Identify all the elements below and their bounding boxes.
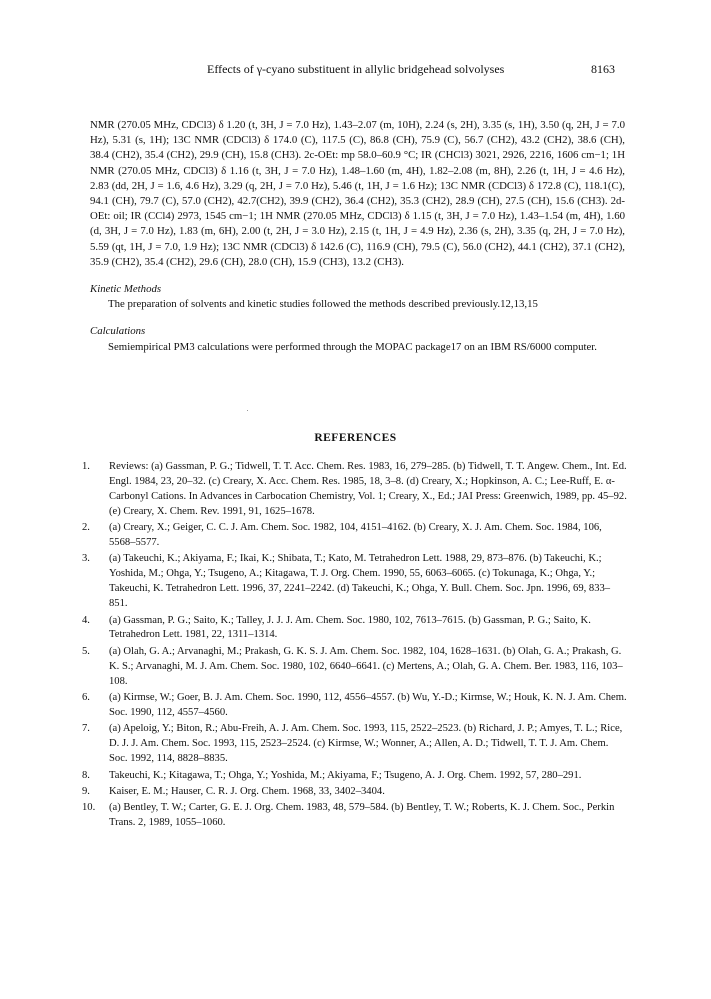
reference-item [82, 614, 627, 644]
reference-item [82, 785, 627, 800]
reference-text: Reviews: (a) Gassman, P. G.; Tidwell, T. T. Acc. Chem. Res. 1983, 16, 279–285. (b) Tidwell, T. T. Angew. Chem., Int. Ed. Engl. 1984, 23, 20–32. (c) Creary, X. Acc. Chem. Res. 1985, 18, 3–8. (d) Creary, X.; Hopkinson, A. C.; Lee-Ruff, E. α-Carbonyl Cations. In Advances in Carbocation Chemistry, Vol. 1; Creary, X., Ed.; JAI Press: Greenwich, 1989, pp. 45–92. (e) Creary, X. Chem. Rev. 1991, 91, 1625–1678. [109, 461, 627, 517]
reference-item [82, 552, 627, 612]
reference-number: 6. [82, 692, 90, 704]
reference-item [82, 645, 627, 690]
reference-item [82, 769, 627, 784]
references-list [82, 460, 627, 833]
reference-item [82, 801, 627, 831]
reference-text: (a) Gassman, P. G.; Saito, K.; Talley, J. J. J. Am. Chem. Soc. 1980, 102, 7613–7615. (b) Gassman, P. G.; Saito, K. Tetrahedron Lett. 1981, 22, 1311–1314. [109, 614, 591, 641]
reference-number: 1. [82, 461, 90, 472]
reference-number: 5. [82, 645, 90, 657]
reference-item [82, 691, 627, 721]
kinetic-methods-text: The preparation of solvents and kinetic studies followed the methods described previously.12,13,15 [108, 298, 538, 311]
reference-text: (a) Creary, X.; Geiger, C. C. J. Am. Chem. Soc. 1982, 104, 4151–4162. (b) Creary, X. J. Am. Chem. Soc. 1984, 106, 5568–5577. [109, 522, 602, 549]
reference-number: 10. [82, 802, 96, 814]
reference-number: 7. [82, 723, 90, 735]
reference-number: 4. [82, 614, 90, 626]
running-title: Effects of γ-cyano substituent in allylic bridgehead solvolyses [207, 62, 505, 76]
experimental-paragraph: NMR (270.05 MHz, CDCl3) δ 1.20 (t, 3H, J = 7.0 Hz), 1.43–2.07 (m, 10H), 2.24 (s, 2H), 3.35 (s, 1H), 3.50 (q, 2H, J = 7.0 Hz), 5.31 (s, 1H); 13C NMR (CDCl3) δ 174.0 (C), 117.5 (C), 86.8 (CH), 75.9 (C), 56.7 (CH2), 43.2 (CH2), 38.6 (CH), 38.4 (CH2), 35.4 (CH2), 29.9 (CH), 15.8 (CH3). 2c-OEt: mp 58.0–60.9 °C; IR (CHCl3) 3021, 2926, 2216, 1606 cm−1; 1H NMR (270.05 MHz, CDCl3) δ 1.16 (t, 3H, J = 7.0 Hz), 1.48–1.60 (m, 4H), 1.82–2.08 (m, 8H), 2.26 (t, 1H, J = 4.6 Hz), 2.83 (dd, 2H, J = 1.6, 4.6 Hz), 3.29 (q, 2H, J = 7.0 Hz), 5.46 (t, 1H, J = 1.6 Hz); 13C NMR (CDCl3) δ 172.8 (C), 118.1(C), 94.1 (CH), 79.7 (C), 57.0 (CH2), 42.7(CH2), 39.9 (CH2), 36.4 (CH2), 35.3 (CH2), 28.9 (CH), 27.5 (CH), 15.6 (CH3). 2d-OEt: oil; IR (CCl4) 2973, 1545 cm−1; 1H NMR (270.05 MHz, CDCl3) δ 1.15 (t, 3H, J = 7.0 Hz), 1.43–1.54 (m, 4H), 1.60 (d, 3H, J = 7.0 Hz), 1.83 (m, 6H), 2.00 (t, 2H, J = 3.0 Hz), 2.15 (t, 1H, J = 4.9 Hz), 2.36 (s, 2H), 3.35 (q, 2H, J = 7.0 Hz), 5.59 (qt, 1H, J = 7.0, 1.9 Hz); 13C NMR (CDCl3) δ 142.6 (C), 116.9 (CH), 79.5 (C), 56.0 (CH2), 44.1 (CH2), 37.1 (CH2), 35.9 (CH2), 35.4 (CH2), 29.6 (CH), 28.0 (CH), 15.9 (CH3), 13.2 (CH3). [90, 119, 625, 268]
reference-item [82, 521, 627, 551]
reference-text: (a) Kirmse, W.; Goer, B. J. Am. Chem. Soc. 1990, 112, 4556–4557. (b) Wu, Y.-D.; Kirmse, W.; Houk, K. N. J. Am. Chem. Soc. 1990, 112, 4557–4560. [109, 692, 627, 718]
calculations-text: Semiempirical PM3 calculations were performed through the MOPAC package17 on an IBM RS/6000 computer. [108, 340, 597, 353]
reference-number: 9. [82, 786, 90, 798]
kinetic-methods-heading: Kinetic Methods [90, 283, 162, 296]
stray-mark [247, 410, 248, 411]
references-title: REFERENCES [314, 432, 397, 444]
reference-number: 2. [82, 522, 90, 534]
reference-text: Takeuchi, K.; Kitagawa, T.; Ohga, Y.; Yoshida, M.; Akiyama, F.; Tsugeno, A. J. Org. Chem. 1992, 57, 280–291. [109, 769, 582, 781]
reference-item [82, 460, 627, 520]
calculations-heading: Calculations [90, 325, 146, 338]
page-number: 8163 [591, 62, 615, 76]
reference-text: (a) Takeuchi, K.; Akiyama, F.; Ikai, K.; Shibata, T.; Kato, M. Tetrahedron Lett. 1988, 29, 873–876. (b) Takeuchi, K.; Yoshida, M.; Ohga, Y.; Tsugeno, A.; Kitagawa, T. J. Org. Chem. 1990, 55, 6063–6065. (c) Tokunaga, K.; Ohga, Y.; Takeuchi, K. Tetrahedron Lett. 1996, 37, 2241–2242. (d) Takeuchi, K.; Ohga, Y. Bull. Chem. Soc. Jpn. 1996, 69, 833–851. [109, 553, 611, 610]
reference-text: (a) Olah, G. A.; Arvanaghi, M.; Prakash, G. K. S. J. Am. Chem. Soc. 1982, 104, 1628–1631. (b) Olah, G. A.; Prakash, G. K. S.; Arvanaghi, M. J. Am. Chem. Soc. 1980, 102, 6640–6641. (c) Mertens, A.; Olah, G. A. Chem. Ber. 1983, 116, 103–108. [109, 645, 623, 687]
reference-number: 3. [82, 553, 90, 565]
reference-item [82, 722, 627, 767]
reference-text: (a) Bentley, T. W.; Carter, G. E. J. Org. Chem. 1983, 48, 579–584. (b) Bentley, T. W.; Roberts, K. J. Chem. Soc., Perkin Trans. 2, 1989, 1055–1060. [109, 802, 615, 829]
running-head [0, 62, 711, 78]
reference-text: Kaiser, E. M.; Hauser, C. R. J. Org. Chem. 1968, 33, 3402–3404. [109, 786, 385, 798]
reference-text: (a) Apeloig, Y.; Biton, R.; Abu-Freih, A. J. Am. Chem. Soc. 1993, 115, 2522–2523. (b) Richard, J. P.; Amyes, T. L.; Rice, D. J. J. Am. Chem. Soc. 1993, 115, 2523–2524. (c) Kirmse, W.; Wonner, A.; Allen, A. D.; Tidwell, T. T. J. Am. Chem. Soc. 1992, 114, 8828–8835. [109, 723, 623, 765]
reference-number: 8. [82, 769, 90, 781]
body-text [90, 118, 625, 355]
